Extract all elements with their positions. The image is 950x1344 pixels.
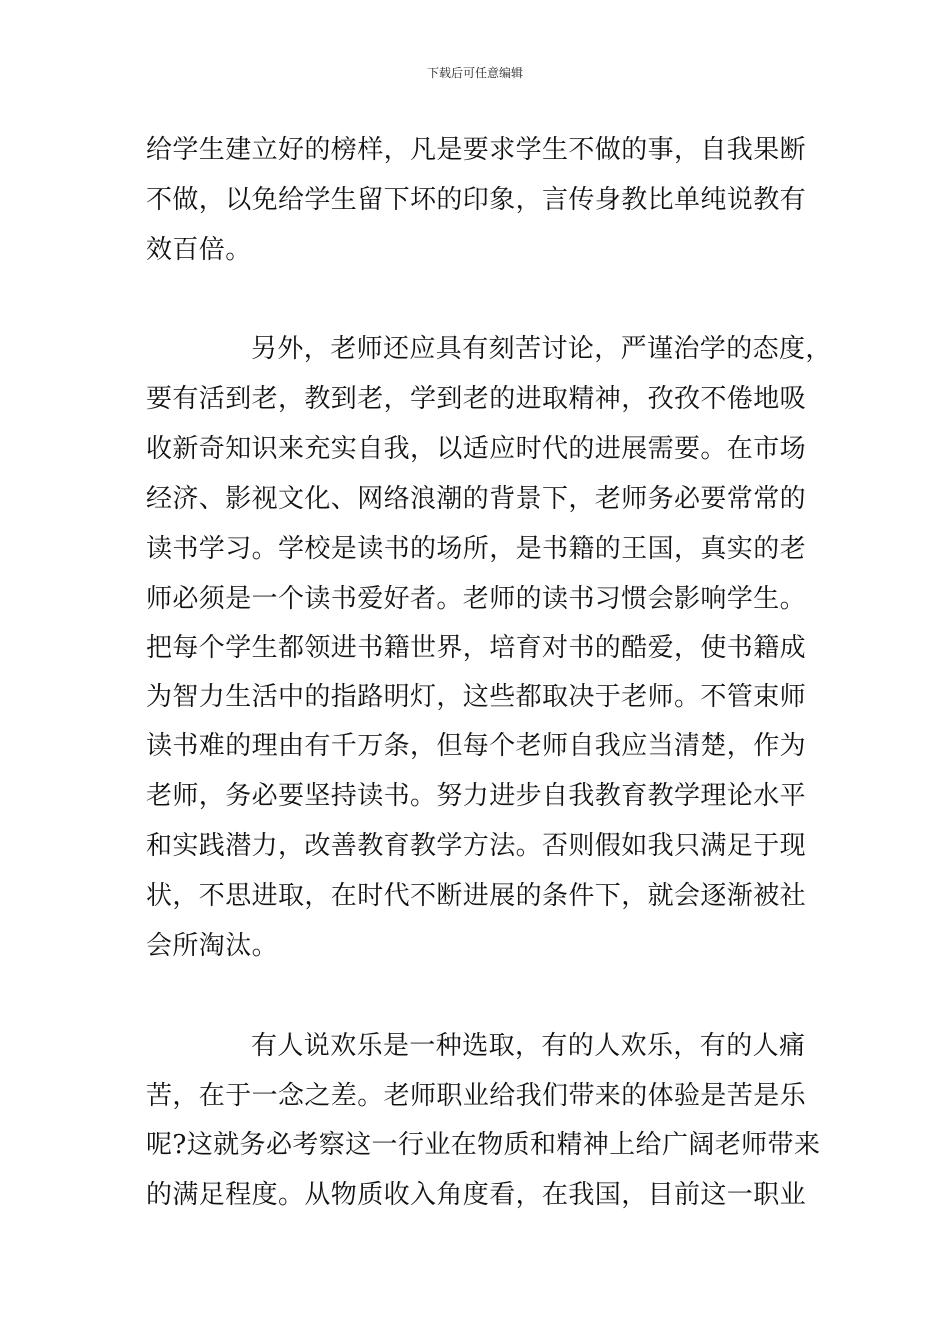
text-line: 要有活到老，教到老，学到老的进取精神，孜孜不倦地吸	[146, 384, 807, 414]
text-line: 苦，在于一念之差。老师职业给我们带来的体验是苦是乐	[146, 1081, 807, 1111]
text-line: 师必须是一个读书爱好者。老师的读书习惯会影响学生。	[146, 584, 807, 614]
text-line: 读书学习。学校是读书的场所，是书籍的王国，真实的老	[146, 534, 807, 564]
text-line: 读书难的理由有千万条，但每个老师自我应当清楚，作为	[146, 731, 807, 761]
text-line: 老师，务必要坚持读书。努力进步自我教育教学理论水平	[146, 781, 807, 811]
text-line: 效百倍。	[146, 235, 252, 265]
text-line: 另外，老师还应具有刻苦讨论，严谨治学的态度，	[251, 334, 832, 364]
text-line: 把每个学生都领进书籍世界，培育对书的酷爱，使书籍成	[146, 633, 807, 663]
text-line: 收新奇知识来充实自我，以适应时代的进展需要。在市场	[146, 434, 807, 464]
text-line: 呢?这就务必考察这一行业在物质和精神上给广阔老师带来	[146, 1130, 821, 1160]
text-line: 给学生建立好的榜样，凡是要求学生不做的事，自我果断	[146, 135, 807, 165]
page-header: 下载后可任意编辑	[426, 66, 523, 80]
text-line: 状，不思进取，在时代不断进展的条件下，就会逐渐被社	[146, 881, 807, 911]
text-line: 会所淘汰。	[146, 931, 279, 961]
text-line: 有人说欢乐是一种选取，有的人欢乐，有的人痛	[251, 1031, 806, 1061]
text-line: 为智力生活中的指路明灯，这些都取决于老师。不管束师	[146, 682, 807, 712]
text-line: 和实践潜力，改善教育教学方法。否则假如我只满足于现	[146, 831, 807, 861]
text-line: 不做，以免给学生留下坏的印象，言传身教比单纯说教有	[146, 185, 807, 215]
text-line: 的满足程度。从物质收入角度看，在我国，目前这一职业	[146, 1180, 807, 1210]
text-line: 经济、影视文化、网络浪潮的背景下，老师务必要常常的	[146, 484, 807, 514]
